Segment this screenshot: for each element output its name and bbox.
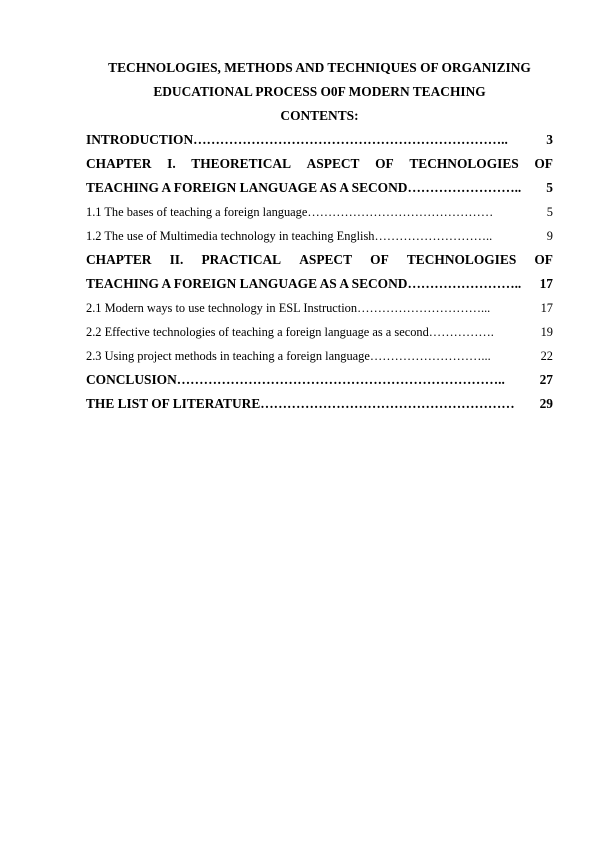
contents-heading: CONTENTS: [280,108,359,123]
toc-entry-introduction [86,128,553,152]
toc-entry-text: CONCLUSION [86,372,177,387]
toc-leader-dots: ………………………... [369,349,491,363]
toc-entry-section-2-1 [86,296,553,320]
toc-word: OF [370,252,389,267]
toc-leader-dots: …………………….. [407,180,522,195]
toc-leader-dots: …………………………………………………………….. [193,132,508,147]
toc-word: TECHNOLOGIES [409,156,519,171]
toc-entry-text: 1.2 The use of Multimedia technology in teaching English [86,229,375,243]
toc-entry-text: 1.1 The bases of teaching a foreign language [86,205,308,219]
toc-word: CHAPTER [86,156,152,171]
toc-word: TECHNOLOGIES [406,252,517,267]
toc-entry-text: 2.3 Using project methods in teaching a foreign language [86,349,370,363]
toc-page-number: 9 [546,229,553,243]
table-of-contents [86,128,553,416]
toc-page-number: 17 [539,276,553,291]
toc-chapter-heading-line [86,152,553,176]
toc-word: ASPECT [299,252,353,267]
toc-word: I. [167,156,176,171]
toc-page-number: 29 [539,396,553,411]
toc-word: OF [534,252,553,267]
document-page [86,56,553,416]
toc-leader-dots: …………………….. [407,276,522,291]
toc-word: PRACTICAL [201,252,282,267]
toc-entry-section-2-2 [86,320,553,344]
toc-leader-dots: ……………………………………… [307,205,494,219]
toc-entry-text: 2.2 Effective technologies of teaching a foreign language as a second [86,325,429,339]
toc-word: OF [375,156,394,171]
toc-word: THEORETICAL [191,156,292,171]
toc-entry-text: TEACHING A FOREIGN LANGUAGE AS A SECOND [86,180,408,195]
toc-entry-section-2-3 [86,344,553,368]
toc-page-number: 22 [540,349,553,363]
toc-page-number: 3 [546,132,553,147]
toc-word: OF [534,156,553,171]
toc-chapter-heading-line [86,248,553,272]
toc-entry-chapter-2 [86,248,553,296]
toc-page-number: 17 [540,301,553,315]
toc-entry-chapter-1 [86,152,553,200]
toc-leader-dots: …………………………... [357,301,491,315]
toc-entry-text: INTRODUCTION [86,132,194,147]
toc-word: ASPECT [306,156,360,171]
toc-leader-dots: ……………………….. [374,229,493,243]
toc-page-number: 19 [540,325,553,339]
document-title-line-2: EDUCATIONAL PROCESS O0F MODERN TEACHING [153,84,486,99]
toc-leader-dots: ………………………………………………… [260,396,515,411]
toc-word: II. [169,252,184,267]
toc-leader-dots: ……………. [428,325,494,339]
toc-page-number: 27 [539,372,553,387]
toc-entry-section-1-2 [86,224,553,248]
toc-entry-literature [86,392,553,416]
toc-page-number: 5 [546,205,553,219]
toc-entry-text: 2.1 Modern ways to use technology in ESL Instruction [86,301,358,315]
toc-entry-text: THE LIST OF LITERATURE [86,396,261,411]
toc-entry-conclusion [86,368,553,392]
toc-leader-dots: ……………………………………………………………….. [176,372,505,387]
toc-entry-text: TEACHING A FOREIGN LANGUAGE AS A SECOND [86,276,408,291]
toc-page-number: 5 [546,180,553,195]
toc-entry-section-1-1 [86,200,553,224]
toc-word: CHAPTER [86,252,152,267]
document-title-line-1: TECHNOLOGIES, METHODS AND TECHNIQUES OF ORGANIZING [108,60,531,75]
